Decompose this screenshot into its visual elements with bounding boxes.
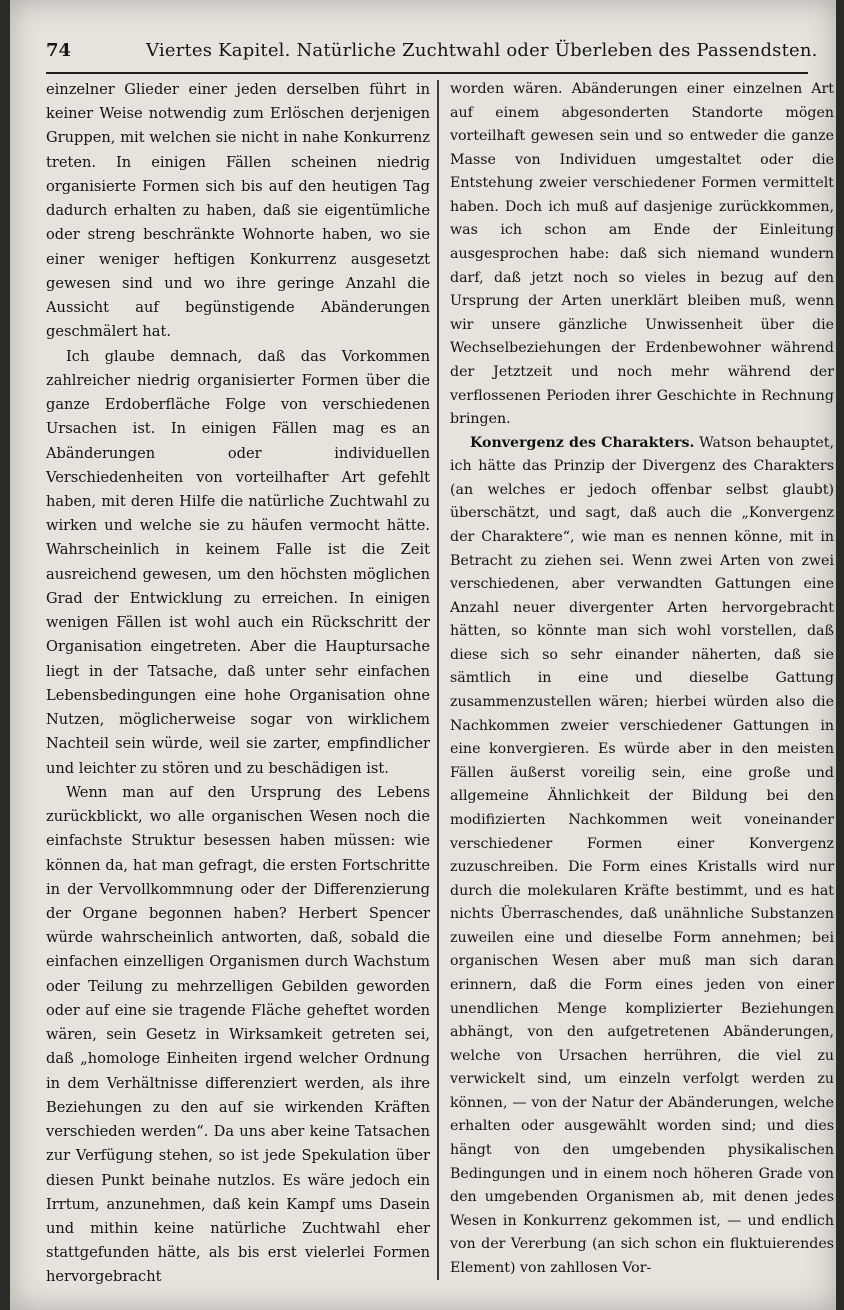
running-head: Viertes Kapitel. Natürliche Zuchtwahl oder Überleben des Passendsten. [146, 40, 818, 61]
header-rule [46, 72, 808, 74]
page-header [46, 38, 818, 68]
paragraph: einzelner Glieder einer jeden derselben führt in keiner Weise notwendig zum Erlöschen derjenigen Gruppen, mit welchen sie nicht in nahe Konkurrenz treten. In einigen Fällen scheinen niedrig organisierte Formen sich bis auf den heutigen Tag dadurch erhalten zu haben, daß sie eigentümliche oder streng beschränkte Wohnorte haben, wo sie einer weniger heftigen Konkurrenz ausgesetzt gewesen sind und wo ihre geringe Anzahl die Aussicht auf begünstigende Abänderungen geschmälert hat. [46, 81, 430, 341]
paragraph: Ich glaube demnach, daß das Vorkommen zahlreicher niedrig organisierter Formen über die ganze Erdoberfläche Folge von verschiedenen Ursachen ist. In einigen Fällen mag es an Abänderungen oder individuellen Verschiedenheiten von vorteilhafter Art gefehlt haben, mit deren Hilfe die natürliche Zuchtwahl zu wirken und welche sie zu häufen vermocht hätte. Wahrscheinlich in keinem Falle ist die Zeit ausreichend gewesen, um den höchsten möglichen Grad der Entwicklung zu erreichen. In einigen wenigen Fällen ist wohl auch ein Rückschritt der Organisation eingetreten. Aber die Hauptursache liegt in der Tatsache, daß unter sehr einfachen Lebensbedingungen eine hohe Organisation ohne Nutzen, möglicherweise sogar von wirklichem Nachteil sein würde, weil sie zarter, empfindlicher und leichter zu stören und zu beschädigen ist. [46, 347, 430, 777]
left-column [46, 78, 430, 1290]
section-text: Watson behauptet, ich hätte das Prinzip der Divergenz des Charakters (an welches er jedoch offenbar selbst glaubt) überschätzt, und sagt, daß auch die „Konvergenz der Charaktere“, wie man es nennen könne, mit in Betracht zu ziehen sei. Wenn zwei Arten von zwei verschiedenen, aber verwandten Gattungen eine Anzahl neuer divergenter Arten hervorgebracht hätten, so könnte man sich wohl vorstellen, daß diese sich so sehr einander näherten, daß sie sämtlich in eine und dieselbe Gattung zusammenzustellen wären; hierbei würden also die Nachkommen zweier verschiedener Gattungen in eine konvergieren. Es würde aber in den meisten Fällen äußerst voreilig sein, eine große und allgemeine Ähnlichkeit der Bildung bei den modifizierten Nachkommen weit voneinander verschiedener Formen einer Konvergenz zuzuschreiben. Die Form eines Kristalls wird nur durch die molekularen Kräfte bestimmt, und es hat nichts Überraschendes, daß unähnliche Substanzen zuweilen eine und dieselbe Form annehmen; bei organischen Wesen aber muß man sich daran erinnern, daß die Form eines jeden von einer unendlichen Menge komplizierter Beziehungen abhängt, von den aufgetretenen Abänderungen, welche von Ursachen herrühren, die viel zu verwickelt sind, um einzeln verfolgt werden zu können, — von der Natur der Abänderungen, welche erhalten oder ausgewählt worden sind; und dies hängt von den umgebenden physikalischen Bedingungen und in einem noch höheren Grade von den umgebenden Organismen ab, mit denen jedes Wesen in Konkurrenz gekommen ist, — und endlich von der Vererbung (an sich schon ein fluktuierendes Element) von zahllosen Vor- [450, 434, 835, 1276]
section-paragraph [450, 432, 834, 1281]
right-column [450, 78, 834, 1280]
paragraph: Wenn man auf den Ursprung des Lebens zurückblickt, wo alle organischen Wesen noch die einfachste Struktur besessen haben müssen: wie können da, hat man gefragt, die ersten Fortschritte in der Vervollkommnung oder der Differenzierung der Organe begonnen haben? Herbert Spencer würde wahrscheinlich antworten, daß, sobald die einfachen einzelligen Organismen durch Wachstum oder Teilung zu mehrzelligen Gebilden geworden oder auf eine sie tragende Fläche geheftet worden wären, sein Gesetz in Wirksamkeit getreten sei, daß „homologe Einheiten irgend welcher Ordnung in dem Verhältnisse differenziert werden, als ihre Beziehungen zu den auf sie wirkenden Kräften verschieden werden“. Da uns aber keine Tatsachen zur Verfügung stehen, so ist jede Spekulation über diesen Punkt beinahe nutzlos. Es wäre jedoch ein Irrtum, anzunehmen, daß kein Kampf ums Dasein und mithin keine natürliche Zuchtwahl eher stattgefunden hätte, als bis erst vielerlei Formen hervorgebracht [46, 783, 430, 1286]
page-number: 74 [46, 40, 72, 61]
book-page [10, 0, 836, 1310]
paragraph: worden wären. Abänderungen einer einzelnen Art auf einem abgesonderten Standorte mögen vorteilhaft gewesen sein und so entweder die ganze Masse von Individuen umgestaltet oder die Entstehung zweier verschiedener Formen vermittelt haben. Doch ich muß auf dasjenige zurückkommen, was ich schon am Ende der Einleitung ausgesprochen habe: daß sich niemand wundern darf, daß jetzt noch so vieles in bezug auf den Ursprung der Arten unerklärt bleiben muß, wenn wir unsere gänzliche Unwissenheit über die Wechselbeziehungen der Erdenbewohner während der Jetztzeit und noch mehr während der verflossenen Perioden ihrer Geschichte in Rechnung bringen. [450, 81, 834, 428]
section-heading: Konvergenz des Charakters. [470, 434, 695, 451]
column-divider [437, 80, 439, 1280]
